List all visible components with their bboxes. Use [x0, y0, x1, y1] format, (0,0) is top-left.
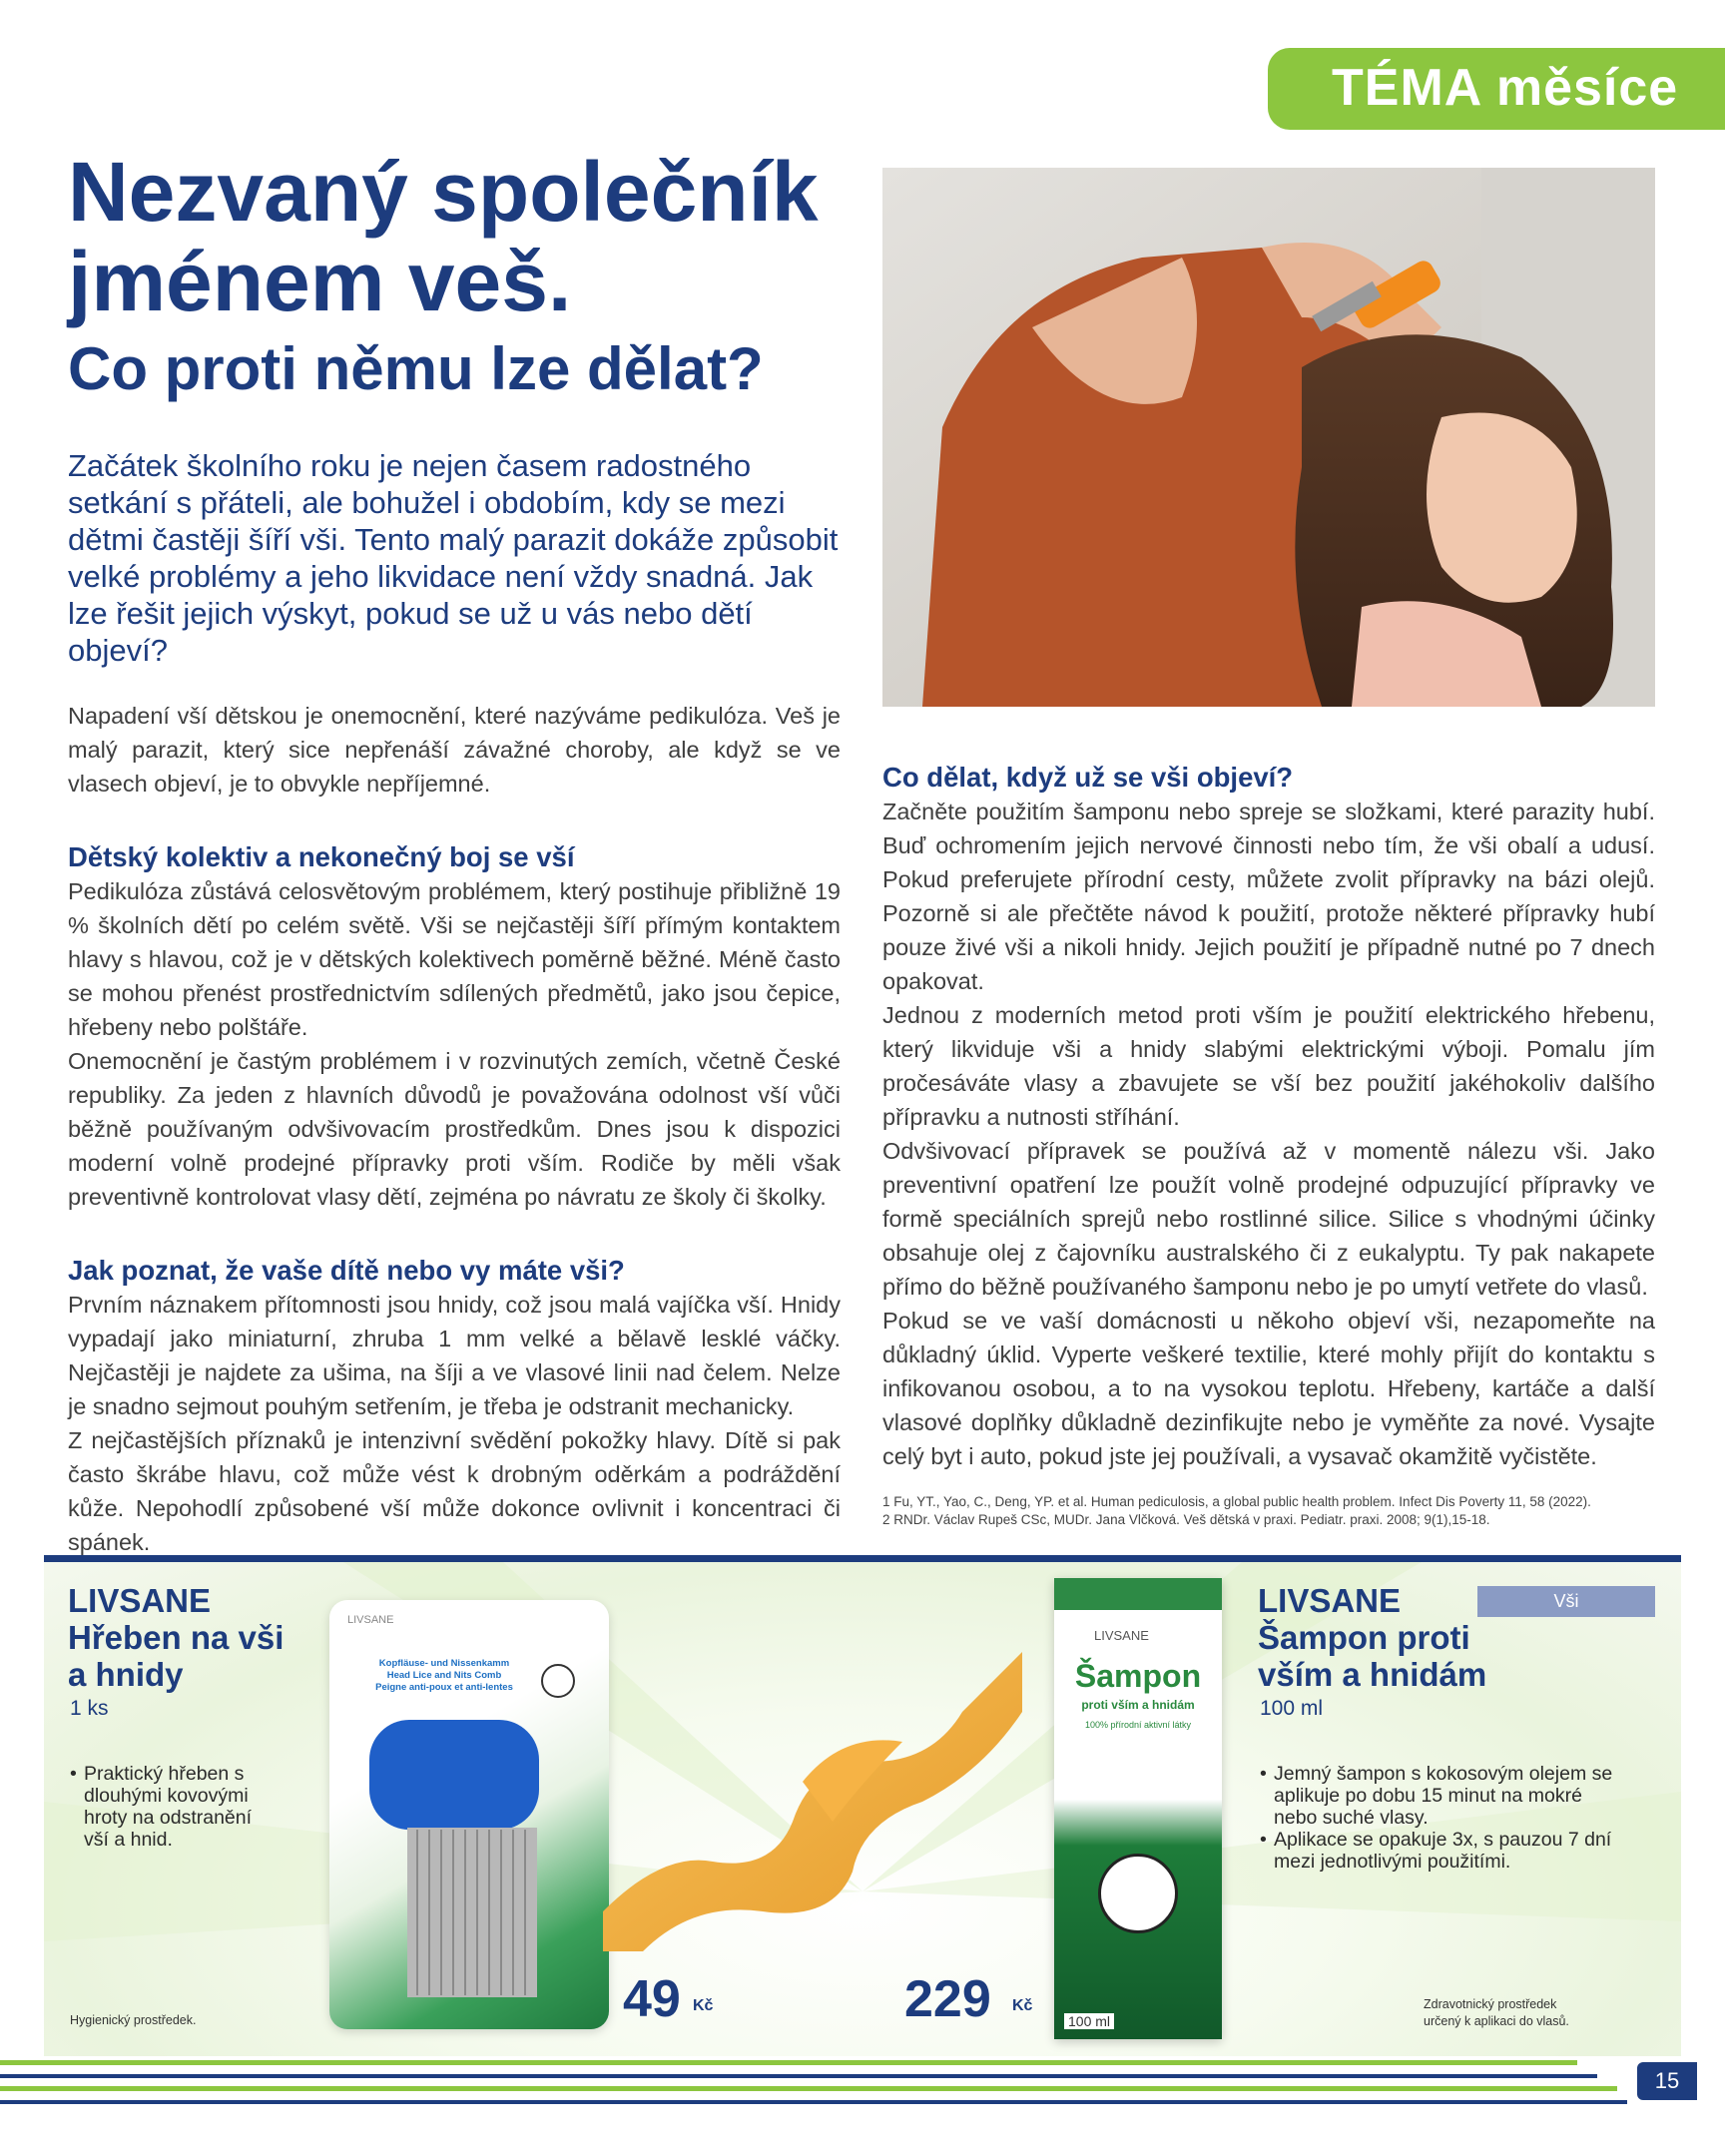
product-2-name-line2: vším a hnidám: [1258, 1656, 1487, 1693]
hair-twist-decoration: [603, 1652, 1022, 1951]
article-column-left: [68, 699, 841, 1559]
paragraph: Začněte použitím šamponu nebo spreje se složkami, které parazity hubí. Buď ochromením jejich nervové činnosti nebo tím, že vši obalí a udusí. Pokud preferujete přírodní cesty, můžete zvolit přípravky na bázi olejů. Pozorně si ale přečtěte návod k použití, protože některé přípravky hubí pouze živé vši a nikoli hnidy. Jejich použití je případně nutné po 7 dnech opakovat.: [882, 799, 1655, 994]
product-1-name-line2: a hnidy: [68, 1656, 184, 1693]
product-1-currency: Kč: [693, 1997, 714, 2014]
section-heading-jak-poznat: Jak poznat, že vaše dítě nebo vy máte vši?: [68, 1255, 625, 1286]
footer-stripe: [0, 2086, 1617, 2091]
product-2-note: [1424, 1996, 1569, 2030]
product-1-note: Hygienický prostředek.: [70, 2013, 197, 2027]
article-column-right: [882, 761, 1655, 1473]
paragraph: Jednou z moderních metod proti vším je použití elektrického hřebenu, který likviduje vši a hnidy slabými elektrickými výboji. Pomalu jím pročesáváte vlasy a zbavujete se vší bez použití jakéhokoliv dalšího přípravku a nutnosti stříhání.: [882, 1002, 1655, 1130]
pack-title: Šampon: [1074, 1658, 1202, 1694]
note-line: Zdravotnický prostředek: [1424, 1997, 1557, 2011]
article-title: [68, 145, 866, 402]
pack-claim: 100% přírodní aktivní látky: [1084, 1720, 1192, 1730]
footnotes: [882, 1493, 1661, 1529]
pack-text: Head Lice and Nits Comb: [386, 1670, 502, 1681]
product-promo-area: [44, 1562, 1681, 2056]
product-1-name-line1: Hřeben na vši: [68, 1619, 285, 1656]
box-top-band: [1054, 1578, 1222, 1610]
pack-text: Kopfläuse- und Nissenkamm: [378, 1658, 510, 1669]
section-badge: TÉMA měsíce: [1268, 48, 1725, 130]
product-1-price: 49: [623, 1970, 681, 2028]
paragraph: Pedikulóza zůstává celosvětovým problémem, který postihuje přibližně 19 % školních dětí po celém světě. Vši se nejčastěji šíří přímým kontaktem hlavy s hlavou, což je v dětských kolektivech poměrně běžné. Méně často se mohou přenést prostřednictvím sdílených předmětů, jako jsou čepice, hřebeny nebo polštáře.: [68, 878, 841, 1040]
section-heading-kolektiv: Dětský kolektiv a nekonečný boj se vší: [68, 841, 575, 872]
louse-warning-icon: [1098, 1854, 1178, 1933]
pack-volume: 100 ml: [1064, 2013, 1114, 2029]
article-lead: Začátek školního roku je nejen časem radostného setkání s přáteli, ale bohužel i obdobím, kdy se mezi dětmi častěji šíří vši. Tento malý parazit dokáže způsobit velké problémy a jeho likvidace není vždy snadná. Jak lze řešit jejich výskyt, pokud se už u vás nebo dětí objeví?: [68, 448, 839, 668]
pack-brand: LIVSANE: [1094, 1628, 1149, 1643]
feature-item: • Jemný šampon s kokosovým olejem se aplikuje po dobu 15 minut na mokré nebo suché vlasy.: [1260, 1763, 1629, 1829]
comb-package: [329, 1600, 609, 2029]
comb-icon: [329, 1600, 609, 2029]
page-number: 15: [1637, 2062, 1697, 2100]
product-1-features: [70, 1763, 280, 1851]
shampoo-box: [1054, 1578, 1222, 2039]
product-1-quantity: 1 ks: [70, 1697, 109, 1720]
product-2-name-line1: Šampon proti: [1258, 1619, 1470, 1656]
pack-text: Peigne anti-poux et anti-lentes: [375, 1682, 513, 1693]
product-2-quantity: 100 ml: [1260, 1697, 1324, 1720]
paragraph: Onemocnění je častým problémem i v rozvinutých zemích, včetně České republiky. Za jeden z hlavních důvodů je považována odolnost vší vůči běžně používaným odvšivovacím prostředkům. Dnes jsou k dispozici moderní volně prodejné přípravky proti vším. Rodiče by měli však preventivně kontrolovat vlasy dětí, zejména po návratu ze školy či školky.: [68, 1048, 841, 1210]
pack-subtitle: proti vším a hnidám: [1081, 1698, 1195, 1712]
category-tag: Vši: [1477, 1586, 1655, 1617]
paragraph: Z nejčastějších příznaků je intenzivní svědění pokožky hlavy. Dítě si pak často škrábe hlavu, což může vést k drobným oděrkám a podráždění kůže. Nepohodlí způsobené vší může dokonce ovlivnit i koncentraci či spánek.: [68, 1427, 841, 1555]
footer-stripe: [0, 2100, 1627, 2104]
mother-daughter-lice-comb-illustration: [882, 168, 1655, 707]
product-2-brand: LIVSANE: [1258, 1582, 1402, 1619]
paragraph: Prvním náznakem přítomnosti jsou hnidy, což jsou malá vajíčka vší. Hnidy vypadají jako miniaturní, zhruba 1 mm velké a bělavě lesklé váčky. Nejčastěji je najdete za ušima, na šíji a ve vlasové linii nad čelem. Nelze je snadno sejmout pouhým setřením, je třeba je odstranit mechanicky.: [68, 1292, 841, 1419]
product-2-features: [1260, 1763, 1629, 1873]
product-2-currency: Kč: [1012, 1997, 1033, 2014]
feature-item: • Aplikace se opakuje 3x, s pauzou 7 dní mezi jednotlivými použitími.: [1260, 1829, 1629, 1873]
footnote: 1 Fu, YT., Yao, C., Deng, YP. et al. Human pediculosis, a global public health problem. Infect Dis Poverty 11, 58 (2022).: [882, 1494, 1591, 1509]
footer-stripe: [0, 2060, 1577, 2065]
title-line-1: Nezvaný společník: [68, 145, 819, 239]
title-line-3: Co proti němu lze dělat?: [68, 335, 764, 402]
paragraph: Pokud se ve vaší domácnosti u někoho objeví vši, nezapomeňte na důkladný úklid. Vyperte veškeré textilie, které mohly přijít do kontaktu s infikovanou osobou, a to na vysokou teplotu. Hřebeny, kartáče a další vlasové doplňky důkladně dezinfikujte nebo je vyměňte za nové. Vysajte celý byt i auto, pokud jste jej používali, a vysavač okamžitě vyčistěte.: [882, 1308, 1655, 1469]
article-intro: Napadení vší dětskou je onemocnění, které nazýváme pedikulóza. Veš je malý parazit, který sice nepřenáší závažné choroby, ale když se ve vlasech objeví, je to obvykle nepříjemné.: [68, 703, 841, 797]
product-2-price: 229: [904, 1970, 991, 2028]
pack-brand: LIVSANE: [347, 1614, 394, 1626]
section-heading-co-delat: Co dělat, když už se vši objeví?: [882, 762, 1294, 793]
section-divider: [44, 1555, 1681, 1562]
article-photo: [882, 168, 1655, 707]
paragraph: Odvšivovací přípravek se používá až v momentě nálezu vši. Jako preventivní opatření lze použít volně prodejné odpuzující přípravky ve formě speciálních sprejů nebo rostlinné silice. Silice s vhodnými účinky obsahuje olej z čajovníku australského či z eukalyptu. Ty pak nakapete přímo do běžně používaného šamponu nebo je po umytí vetřete do vlasů.: [882, 1138, 1655, 1300]
footer-stripe: [0, 2074, 1597, 2078]
note-line: určený k aplikaci do vlasů.: [1424, 2014, 1569, 2028]
title-line-2: jménem veš.: [68, 235, 572, 328]
footnote: 2 RNDr. Václav Rupeš CSc, MUDr. Jana Vlčková. Veš dětská v praxi. Pediatr. praxi. 2008; 9(1),15-18.: [882, 1512, 1490, 1527]
product-1-brand: LIVSANE: [68, 1582, 212, 1619]
feature-item: • Praktický hřeben s dlouhými kovovými hroty na odstranění vší a hnid.: [70, 1763, 280, 1851]
